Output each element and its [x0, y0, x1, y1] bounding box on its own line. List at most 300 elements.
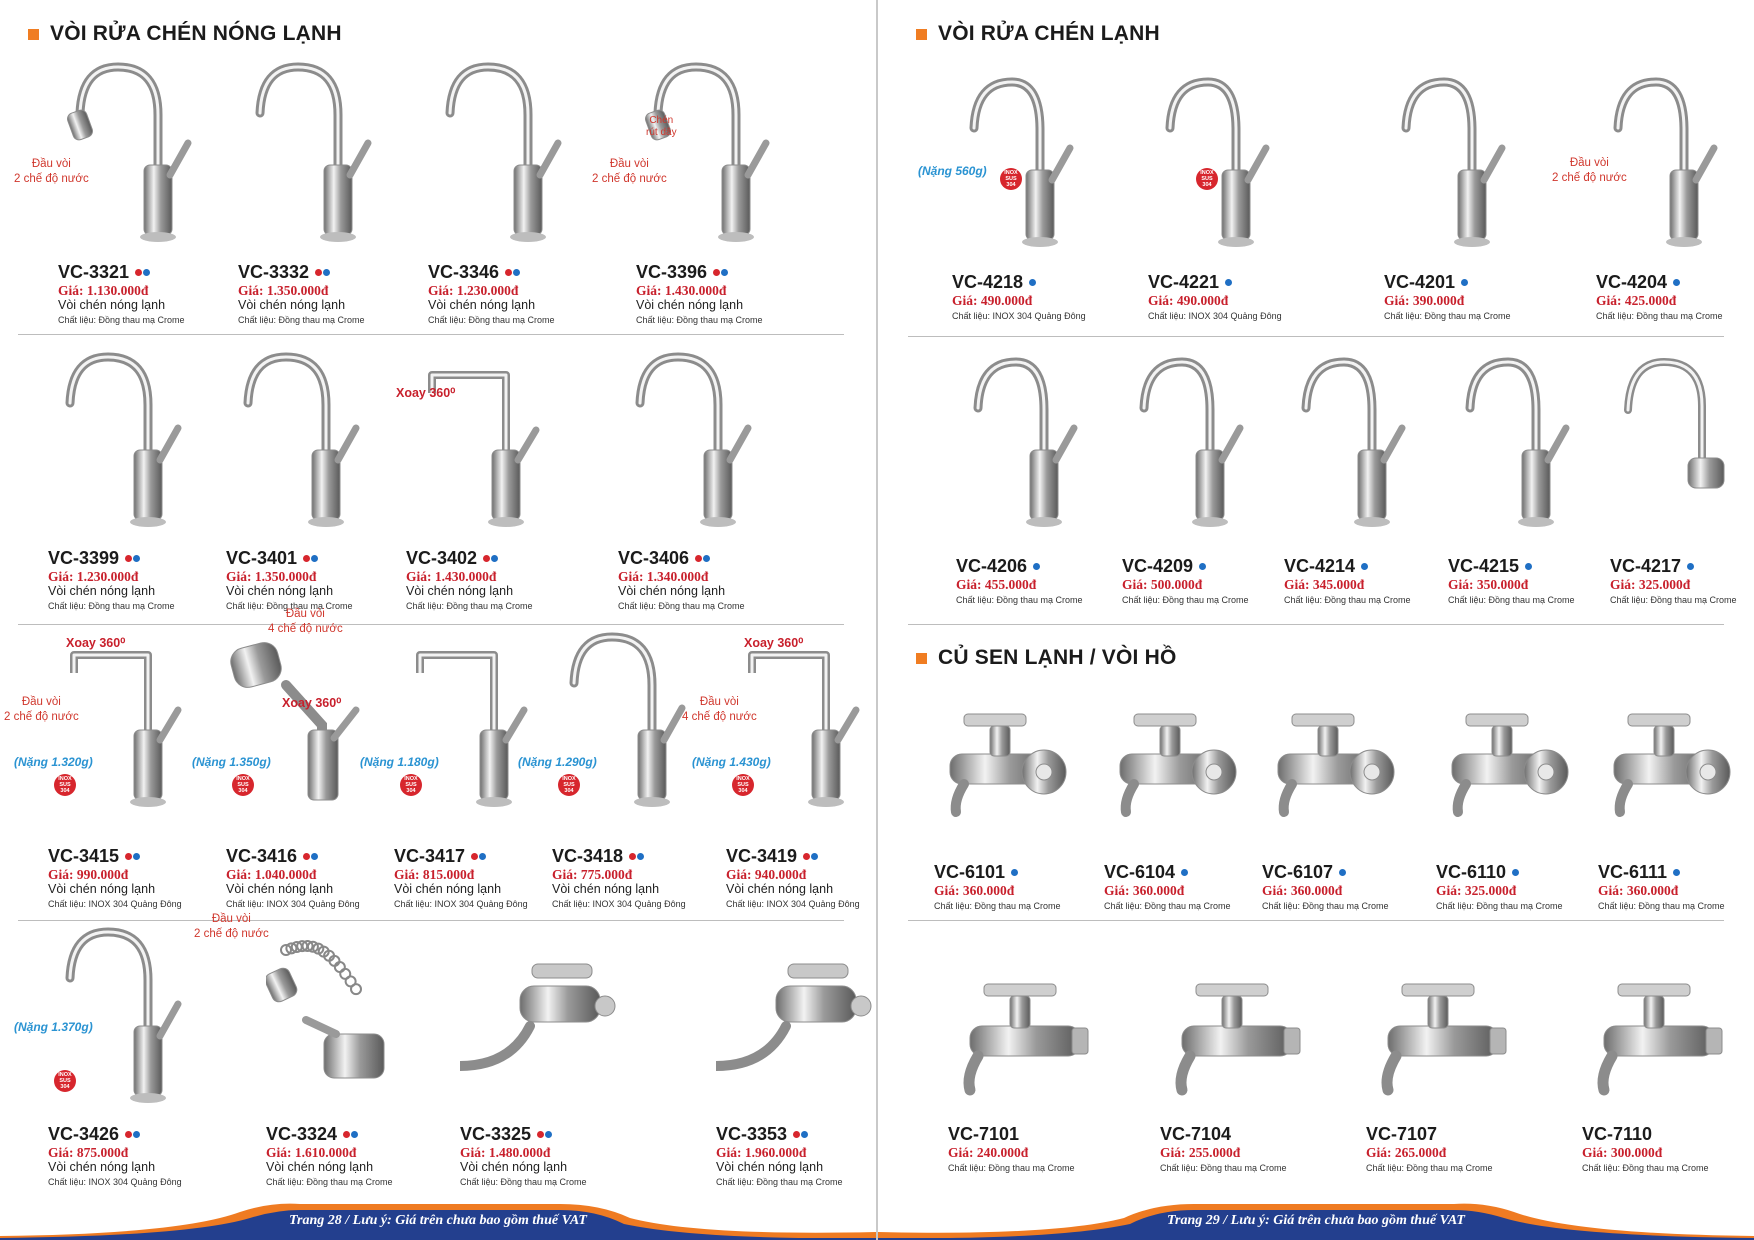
blue-dot-icon [351, 1131, 358, 1138]
product-code-line [1610, 556, 1754, 576]
product-info [948, 1124, 1138, 1174]
faucet-illustration [934, 700, 1102, 840]
product-type: Vòi chén nóng lạnh [266, 1160, 374, 1174]
blue-dot-icon [311, 853, 318, 860]
red-dot-icon [803, 853, 810, 860]
product-price: Giá: 455.000đ [956, 577, 1037, 592]
product-price: Giá: 940.000đ [726, 867, 807, 882]
product-code: VC-6111 [1598, 862, 1668, 882]
spout-mode-note: Đầu vòi 2 chế độ nước [1552, 157, 1627, 184]
temperature-dots-icon [125, 555, 141, 562]
faucet-image [716, 920, 876, 1116]
product-code: VC-3321 [58, 262, 130, 282]
product-info [1366, 1124, 1556, 1174]
red-dot-icon [471, 853, 478, 860]
spout-mode-note: Đầu vòi 4 chế độ nước [268, 608, 343, 635]
product-price: Giá: 255.000đ [1160, 1145, 1241, 1160]
product-code-line [460, 1124, 650, 1144]
faucet-illustration [1384, 70, 1552, 260]
product-info [58, 262, 248, 326]
product-price: Giá: 360.000đ [1598, 883, 1679, 898]
product-type: Vòi chén nóng lạnh [226, 584, 334, 598]
faucet-illustration [266, 920, 434, 1116]
faucet-illustration [1598, 700, 1754, 840]
product-type: Vòi chén nóng lạnh [618, 584, 726, 598]
weight-label: (Nặng 1.350g) [192, 755, 271, 769]
temperature-dots-icon [125, 1131, 141, 1138]
product-material: Chất liệu: INOX 304 Quảng Đông [394, 899, 528, 909]
blue-dot-icon [1225, 279, 1232, 286]
product-material: Chất liệu: Đồng thau mạ Crome [58, 315, 185, 325]
temperature-dots-icon [695, 555, 711, 562]
product-material: Chất liệu: Đồng thau mạ Crome [1104, 901, 1231, 911]
product-price: Giá: 775.000đ [552, 867, 633, 882]
temperature-dots-icon [1512, 869, 1520, 876]
faucet-image [266, 920, 434, 1116]
product-type: Vòi chén nóng lạnh [428, 298, 536, 312]
product-info [428, 262, 618, 326]
product-info [406, 548, 596, 612]
temperature-dots-icon [1361, 563, 1369, 570]
product-info [1262, 862, 1452, 912]
product-material: Chất liệu: Đồng thau mạ Crome [934, 901, 1061, 911]
product-material: Chất liệu: Đồng thau mạ Crome [266, 1177, 393, 1187]
product-code: VC-3332 [238, 262, 310, 282]
faucet-illustration [48, 345, 216, 540]
product-code: VC-7107 [1366, 1124, 1438, 1144]
product-code: VC-3324 [266, 1124, 338, 1144]
product-material: Chất liệu: Đồng thau mạ Crome [1160, 1163, 1287, 1173]
blue-dot-icon [545, 1131, 552, 1138]
faucet-image [636, 55, 804, 255]
faucet-illustration [1436, 700, 1604, 840]
temperature-dots-icon [1181, 869, 1189, 876]
blue-dot-icon [721, 269, 728, 276]
product-code-line [1284, 556, 1474, 576]
product-code-line [1160, 1124, 1350, 1144]
temperature-dots-icon [537, 1131, 553, 1138]
product-price: Giá: 325.000đ [1610, 577, 1691, 592]
temperature-dots-icon [803, 853, 819, 860]
blue-dot-icon [703, 555, 710, 562]
blue-dot-icon [801, 1131, 808, 1138]
temperature-dots-icon [303, 853, 319, 860]
blue-dot-icon [811, 853, 818, 860]
product-price: Giá: 490.000đ [952, 293, 1033, 308]
temperature-dots-icon [483, 555, 499, 562]
faucet-image [1160, 966, 1328, 1106]
product-code-line [428, 262, 618, 282]
faucet-illustration [1448, 350, 1616, 540]
product-price: Giá: 360.000đ [1262, 883, 1343, 898]
red-dot-icon [125, 555, 132, 562]
product-type: Vòi chén nóng lạnh [238, 298, 346, 312]
product-info [552, 846, 742, 910]
product-price: Giá: 360.000đ [934, 883, 1015, 898]
product-code-line [1262, 862, 1452, 882]
product-price: Giá: 1.430.000đ [406, 569, 497, 584]
product-type: Vòi chén nóng lạnh [48, 1160, 156, 1174]
product-code-line [726, 846, 876, 866]
product-material: Chất liệu: INOX 304 Quảng Đông [1148, 311, 1282, 321]
product-price: Giá: 1.130.000đ [58, 283, 149, 298]
temperature-dots-icon [1225, 279, 1233, 286]
faucet-image [1384, 70, 1552, 260]
product-code-line [406, 548, 596, 568]
product-code: VC-4206 [956, 556, 1028, 576]
faucet-illustration [1582, 966, 1750, 1106]
product-info [48, 1124, 238, 1188]
product-type: Vòi chén nóng lạnh [58, 298, 166, 312]
red-dot-icon [315, 269, 322, 276]
product-material: Chất liệu: INOX 304 Quảng Đông [552, 899, 686, 909]
product-code-line [1582, 1124, 1754, 1144]
product-type: Vòi chén nóng lạnh [716, 1160, 824, 1174]
product-info [934, 862, 1124, 912]
section-title-hot-cold: VÒI RỬA CHÉN NÓNG LẠNH [28, 22, 342, 46]
product-material: Chất liệu: Đồng thau mạ Crome [226, 601, 353, 611]
product-code: VC-3406 [618, 548, 690, 568]
spout-mode-note: Đầu vòi 4 chế độ nước [682, 696, 757, 723]
product-price: Giá: 1.960.000đ [716, 1145, 807, 1160]
product-type: Vòi chén nóng lạnh [394, 882, 502, 896]
product-code: VC-3417 [394, 846, 466, 866]
product-code: VC-6104 [1104, 862, 1176, 882]
faucet-image [956, 350, 1124, 540]
inox-sus304-badge-icon: INOX SUS 304 [232, 774, 254, 796]
section-title-cold: VÒI RỬA CHÉN LẠNH [916, 22, 1160, 46]
product-material: Chất liệu: Đồng thau mạ Crome [1598, 901, 1725, 911]
faucet-illustration [428, 55, 596, 255]
red-dot-icon [505, 269, 512, 276]
product-material: Chất liệu: Đồng thau mạ Crome [238, 315, 365, 325]
product-material: Chất liệu: Đồng thau mạ Crome [1582, 1163, 1709, 1173]
red-dot-icon [537, 1131, 544, 1138]
product-code-line [948, 1124, 1138, 1144]
blue-dot-icon [1461, 279, 1468, 286]
faucet-illustration [716, 920, 876, 1116]
faucet-illustration [1160, 966, 1328, 1106]
product-material: Chất liệu: INOX 304 Quảng Đông [726, 899, 860, 909]
red-dot-icon [303, 555, 310, 562]
product-material: Chất liệu: Đồng thau mạ Crome [716, 1177, 843, 1187]
product-info [1160, 1124, 1350, 1174]
product-material: Chất liệu: Đồng thau mạ Crome [1284, 595, 1411, 605]
product-code-line [48, 846, 238, 866]
blue-dot-icon [1687, 563, 1694, 570]
product-code: VC-7101 [948, 1124, 1020, 1144]
product-material: Chất liệu: INOX 304 Quảng Đông [226, 899, 360, 909]
temperature-dots-icon [135, 269, 151, 276]
temperature-dots-icon [793, 1131, 809, 1138]
product-type: Vòi chén nóng lạnh [48, 584, 156, 598]
product-price: Giá: 1.340.000đ [618, 569, 709, 584]
footer-note: Trang 28 / Lưu ý: Giá trên chưa bao gồm thuế VAT [289, 1213, 587, 1228]
product-code-line [956, 556, 1146, 576]
product-info [48, 548, 238, 612]
temperature-dots-icon [1029, 279, 1037, 286]
weight-label: (Nặng 1.430g) [692, 755, 771, 769]
inox-sus304-badge-icon: INOX SUS 304 [400, 774, 422, 796]
temperature-dots-icon [713, 269, 729, 276]
product-material: Chất liệu: Đồng thau mạ Crome [618, 601, 745, 611]
product-code: VC-3401 [226, 548, 298, 568]
product-code: VC-4209 [1122, 556, 1194, 576]
temperature-dots-icon [1673, 869, 1681, 876]
spout-mode-note: Đầu vòi 2 chế độ nước [592, 158, 667, 185]
product-info [266, 1124, 456, 1188]
product-code: VC-4204 [1596, 272, 1668, 292]
product-code: VC-4218 [952, 272, 1024, 292]
product-info [1610, 556, 1754, 606]
product-price: Giá: 325.000đ [1436, 883, 1517, 898]
blue-dot-icon [323, 269, 330, 276]
product-material: Chất liệu: Đồng thau mạ Crome [636, 315, 763, 325]
temperature-dots-icon [629, 853, 645, 860]
product-code-line [58, 262, 248, 282]
product-code-line [1384, 272, 1574, 292]
product-material: Chất liệu: Đồng thau mạ Crome [956, 595, 1083, 605]
product-material: Chất liệu: Đồng thau mạ Crome [1596, 311, 1723, 321]
temperature-dots-icon [303, 555, 319, 562]
faucet-image [1610, 350, 1754, 540]
product-code: VC-6107 [1262, 862, 1334, 882]
weight-label: (Nặng 1.180g) [360, 755, 439, 769]
product-material: Chất liệu: INOX 304 Quảng Đông [48, 899, 182, 909]
temperature-dots-icon [1339, 869, 1347, 876]
product-code: VC-3402 [406, 548, 478, 568]
product-info [48, 846, 238, 910]
product-code: VC-7104 [1160, 1124, 1232, 1144]
faucet-image [948, 966, 1116, 1106]
product-price: Giá: 345.000đ [1284, 577, 1365, 592]
weight-label: (Nặng 1.320g) [14, 755, 93, 769]
product-code: VC-3419 [726, 846, 798, 866]
faucet-image [406, 345, 574, 540]
faucet-image [226, 345, 394, 540]
product-type: Vòi chén nóng lạnh [226, 882, 334, 896]
row-divider [908, 624, 1724, 625]
product-material: Chất liệu: Đồng thau mạ Crome [1436, 901, 1563, 911]
product-info [460, 1124, 650, 1188]
faucet-image [1436, 700, 1604, 840]
spout-mode-note: Đầu vòi 2 chế độ nước [14, 158, 89, 185]
red-dot-icon [483, 555, 490, 562]
product-code: VC-6110 [1436, 862, 1507, 882]
temperature-dots-icon [315, 269, 331, 276]
faucet-illustration [1284, 350, 1452, 540]
catalog-page-29 [878, 0, 1754, 1240]
temperature-dots-icon [1199, 563, 1207, 570]
product-code: VC-7110 [1582, 1124, 1653, 1144]
product-price: Giá: 1.430.000đ [636, 283, 727, 298]
product-price: Giá: 1.480.000đ [460, 1145, 551, 1160]
faucet-image [618, 345, 786, 540]
faucet-illustration [460, 920, 628, 1116]
faucet-image [1262, 700, 1430, 840]
product-info [1598, 862, 1754, 912]
product-price: Giá: 815.000đ [394, 867, 475, 882]
product-code-line [48, 1124, 238, 1144]
red-dot-icon [695, 555, 702, 562]
product-type: Vòi chén nóng lạnh [726, 882, 834, 896]
spout-mode-note: Đầu vòi 2 chế độ nước [4, 696, 79, 723]
product-code: VC-4214 [1284, 556, 1356, 576]
footer-note: Trang 29 / Lưu ý: Giá trên chưa bao gồm thuế VAT [1167, 1213, 1465, 1228]
blue-dot-icon [513, 269, 520, 276]
faucet-image [1582, 966, 1750, 1106]
temperature-dots-icon [1673, 279, 1681, 286]
faucet-illustration [1122, 350, 1290, 540]
section-marker-icon [916, 653, 927, 664]
product-material: Chất liệu: Đồng thau mạ Crome [428, 315, 555, 325]
temperature-dots-icon [471, 853, 487, 860]
rotate-360-note: Xoay 360⁰ [282, 696, 342, 710]
inox-sus304-badge-icon: INOX SUS 304 [54, 774, 76, 796]
product-price: Giá: 875.000đ [48, 1145, 129, 1160]
weight-label: (Nặng 1.290g) [518, 755, 597, 769]
red-dot-icon [629, 853, 636, 860]
faucet-illustration [948, 966, 1116, 1106]
faucet-illustration [636, 55, 804, 255]
product-material: Chất liệu: Đồng thau mạ Crome [948, 1163, 1075, 1173]
faucet-illustration [406, 345, 574, 540]
product-code-line [1598, 862, 1754, 882]
inox-sus304-badge-icon: INOX SUS 304 [1000, 168, 1022, 190]
product-code: VC-4215 [1448, 556, 1520, 576]
product-type: Vòi chén nóng lạnh [406, 584, 514, 598]
blue-dot-icon [491, 555, 498, 562]
faucet-image [238, 55, 406, 255]
product-info [716, 1124, 876, 1188]
product-type: Vòi chén nóng lạnh [552, 882, 660, 896]
product-code: VC-3353 [716, 1124, 788, 1144]
product-code: VC-4221 [1148, 272, 1220, 292]
product-price: Giá: 1.230.000đ [428, 283, 519, 298]
weight-label: (Nặng 560g) [918, 164, 987, 178]
product-info [226, 548, 416, 612]
temperature-dots-icon [343, 1131, 359, 1138]
red-dot-icon [793, 1131, 800, 1138]
row-divider [908, 920, 1724, 921]
product-price: Giá: 1.350.000đ [238, 283, 329, 298]
product-material: Chất liệu: Đồng thau mạ Crome [1384, 311, 1511, 321]
blue-dot-icon [143, 269, 150, 276]
blue-dot-icon [1181, 869, 1188, 876]
product-price: Giá: 300.000đ [1582, 1145, 1663, 1160]
product-material: Chất liệu: Đồng thau mạ Crome [1366, 1163, 1493, 1173]
blue-dot-icon [1673, 869, 1680, 876]
product-code: VC-3418 [552, 846, 624, 866]
faucet-image [934, 700, 1102, 840]
red-dot-icon [125, 853, 132, 860]
product-info [1148, 272, 1338, 322]
product-info [636, 262, 826, 326]
product-info [238, 262, 428, 326]
temperature-dots-icon [1525, 563, 1533, 570]
faucet-image [1104, 700, 1272, 840]
product-code-line [1596, 272, 1754, 292]
product-code: VC-4217 [1610, 556, 1682, 576]
product-material: Chất liệu: Đồng thau mạ Crome [1262, 901, 1389, 911]
faucet-image [428, 55, 596, 255]
red-dot-icon [713, 269, 720, 276]
faucet-image [58, 55, 226, 255]
product-info [952, 272, 1142, 322]
temperature-dots-icon [505, 269, 521, 276]
product-price: Giá: 1.040.000đ [226, 867, 317, 882]
product-material: Chất liệu: Đồng thau mạ Crome [460, 1177, 587, 1187]
product-info [1284, 556, 1474, 606]
product-price: Giá: 490.000đ [1148, 293, 1229, 308]
section-title-valves: CỦ SEN LẠNH / VÒI HỒ [916, 646, 1177, 670]
product-code: VC-4201 [1384, 272, 1456, 292]
blue-dot-icon [1339, 869, 1346, 876]
product-price: Giá: 1.610.000đ [266, 1145, 357, 1160]
blue-dot-icon [1512, 869, 1519, 876]
faucet-image [48, 345, 216, 540]
product-code: VC-6101 [934, 862, 1006, 882]
product-info [956, 556, 1146, 606]
product-code: VC-3346 [428, 262, 500, 282]
section-marker-icon [916, 29, 927, 40]
product-material: Chất liệu: Đồng thau mạ Crome [1610, 595, 1737, 605]
blue-dot-icon [1029, 279, 1036, 286]
product-type: Vòi chén nóng lạnh [460, 1160, 568, 1174]
product-code-line [552, 846, 742, 866]
product-price: Giá: 500.000đ [1122, 577, 1203, 592]
weight-label: (Nặng 1.370g) [14, 1020, 93, 1034]
rotate-360-note: Xoay 360⁰ [744, 636, 804, 650]
inox-sus304-badge-icon: INOX SUS 304 [54, 1070, 76, 1092]
faucet-illustration [956, 350, 1124, 540]
product-material: Chất liệu: INOX 304 Quảng Đông [48, 1177, 182, 1187]
inox-sus304-badge-icon: INOX SUS 304 [558, 774, 580, 796]
product-code: VC-3416 [226, 846, 298, 866]
inox-sus304-badge-icon: INOX SUS 304 [1196, 168, 1218, 190]
product-code-line [238, 262, 428, 282]
faucet-illustration [1104, 700, 1272, 840]
rotate-360-note: Xoay 360⁰ [396, 386, 456, 400]
product-code-line [952, 272, 1142, 292]
product-code-line [1366, 1124, 1556, 1144]
product-material: Chất liệu: INOX 304 Quảng Đông [952, 311, 1086, 321]
temperature-dots-icon [1033, 563, 1041, 570]
spout-mode-note: Đầu vòi 2 chế độ nước [194, 913, 269, 940]
faucet-illustration [618, 345, 786, 540]
product-type: Vòi chén nóng lạnh [48, 882, 156, 896]
red-dot-icon [303, 853, 310, 860]
product-code-line [1148, 272, 1338, 292]
faucet-illustration [1148, 70, 1316, 260]
blue-dot-icon [1011, 869, 1018, 876]
product-code: VC-3325 [460, 1124, 532, 1144]
product-code-line [716, 1124, 876, 1144]
red-dot-icon [343, 1131, 350, 1138]
faucet-image [460, 920, 628, 1116]
product-price: Giá: 990.000đ [48, 867, 129, 882]
faucet-image [1284, 350, 1452, 540]
product-material: Chất liệu: Đồng thau mạ Crome [406, 601, 533, 611]
product-price: Giá: 390.000đ [1384, 293, 1465, 308]
blue-dot-icon [133, 1131, 140, 1138]
inox-sus304-badge-icon: INOX SUS 304 [732, 774, 754, 796]
row-divider [908, 336, 1724, 337]
blue-dot-icon [479, 853, 486, 860]
faucet-image [1598, 700, 1754, 840]
product-info [1582, 1124, 1754, 1174]
blue-dot-icon [311, 555, 318, 562]
